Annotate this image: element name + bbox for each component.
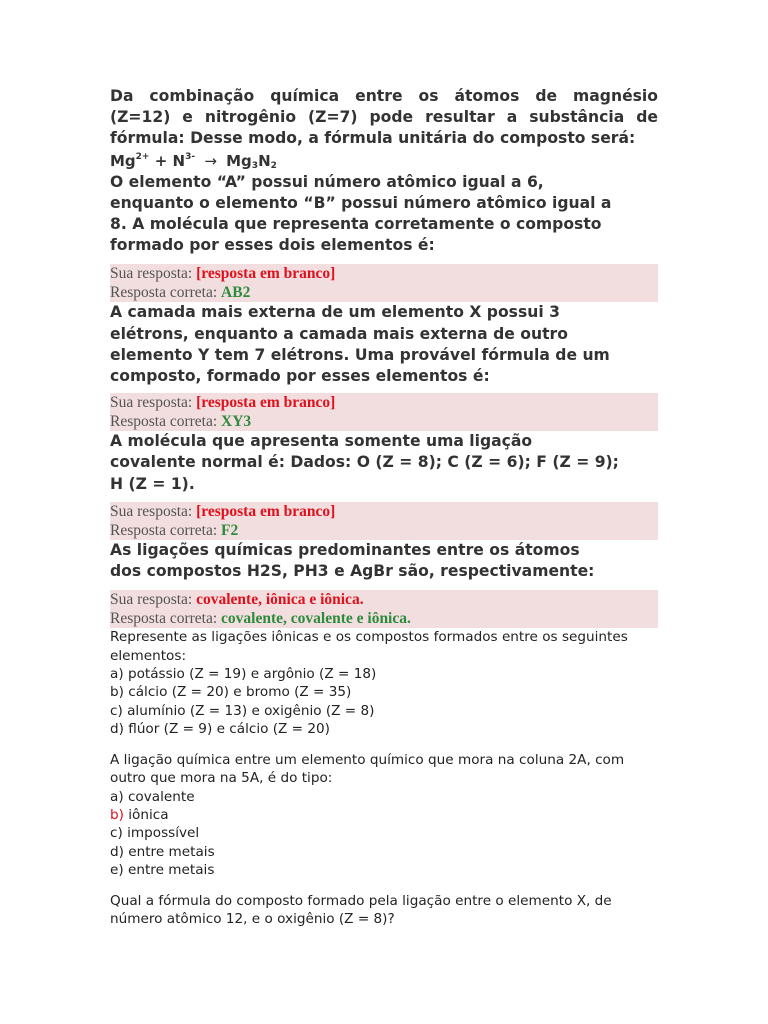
- q6-line-2: elementos:: [110, 647, 187, 664]
- your-answer-row: [110, 393, 658, 412]
- q7-option-a: a) covalente: [110, 788, 195, 805]
- q2-line-3: 8. A molécula que representa corretamente o composto: [110, 215, 602, 234]
- correct-answer-label: Resposta correta:: [110, 413, 218, 431]
- q2-line-4: formado por esses dois elementos é:: [110, 236, 435, 255]
- q5-answer-box: [110, 590, 658, 628]
- q7-line-1: A ligação química entre um elemento químico que mora na coluna 2A, com: [110, 751, 625, 768]
- correct-answer-value: AB2: [221, 284, 251, 302]
- formula-mg: Mg: [110, 151, 136, 170]
- your-answer-value: covalente, iônica e iônica.: [196, 591, 364, 609]
- your-answer-value: [resposta em branco]: [196, 394, 336, 412]
- formula-product-n: N: [258, 151, 271, 170]
- q2-line-1: O elemento “A” possui número atômico igual a 6,: [110, 172, 544, 191]
- correct-answer-label: Resposta correta:: [110, 284, 218, 302]
- formula-product-mg-sub: 3: [251, 160, 259, 171]
- correct-answer-value: F2: [221, 521, 239, 539]
- correct-answer-value: XY3: [221, 413, 252, 431]
- your-answer-value: [resposta em branco]: [196, 265, 336, 283]
- q8-line-1: Qual a fórmula do composto formado pela ligação entre o elemento X, de: [110, 892, 612, 909]
- q6-item-d: d) flúor (Z = 9) e cálcio (Z = 20): [110, 721, 330, 738]
- correct-answer-row: [110, 521, 658, 540]
- q5-line-1: As ligações químicas predominantes entre os átomos: [110, 540, 580, 559]
- q7-option-d: d) entre metais: [110, 843, 215, 860]
- q7-option-c: c) impossível: [110, 825, 200, 842]
- your-answer-row: [110, 264, 658, 283]
- arrow-icon: →: [204, 151, 217, 170]
- correct-answer-label: Resposta correta:: [110, 610, 218, 628]
- formula-n-charge: 3-: [185, 151, 196, 162]
- formula-plus-n: + N: [154, 151, 186, 170]
- correct-answer-row: [110, 412, 658, 431]
- your-answer-label: Sua resposta:: [110, 502, 193, 520]
- correct-answer-row: [110, 609, 658, 628]
- q4-answer-box: [110, 502, 658, 540]
- q1-line-2: (Z=12) e nitrogênio (Z=7) pode resultar a substância de: [110, 108, 658, 127]
- q7-option-b-text: iônica: [123, 806, 169, 823]
- your-answer-label: Sua resposta:: [110, 394, 193, 412]
- q6-item-b: b) cálcio (Z = 20) e bromo (Z = 35): [110, 684, 352, 701]
- q5-line-2: dos compostos H2S, PH3 e AgBr são, respectivamente:: [110, 562, 595, 581]
- q2-answer-box: [110, 264, 658, 302]
- correct-answer-label: Resposta correta:: [110, 521, 218, 539]
- q6-item-a: a) potássio (Z = 19) e argônio (Z = 18): [110, 666, 377, 683]
- q4-line-3: H (Z = 1).: [110, 474, 195, 493]
- formula-product-mg: Mg: [226, 151, 252, 170]
- q1-line-1: Da combinação química entre os átomos de magnésio: [110, 87, 658, 105]
- q3-answer-box: [110, 393, 658, 431]
- q3-line-4: composto, formado por esses elementos é:: [110, 367, 490, 386]
- q6-item-c: c) alumínio (Z = 13) e oxigênio (Z = 8): [110, 702, 375, 719]
- q3-line-1: A camada mais externa de um elemento X possui 3: [110, 303, 560, 322]
- q4-line-1: A molécula que apresenta somente uma ligação: [110, 432, 533, 451]
- your-answer-label: Sua resposta:: [110, 265, 193, 283]
- q6-line-1: Represente as ligações iônicas e os compostos formados entre os seguintes: [110, 629, 628, 646]
- q2-line-2: enquanto o elemento “B” possui número atômico igual a: [110, 193, 612, 212]
- formula-mg-charge: 2+: [135, 151, 150, 162]
- your-answer-row: [110, 590, 658, 609]
- q7-option-b: [110, 806, 658, 824]
- q1-line-3: fórmula: Desse modo, a fórmula unitária do composto será:: [110, 129, 636, 148]
- your-answer-value: [resposta em branco]: [196, 502, 336, 520]
- your-answer-label: Sua resposta:: [110, 591, 193, 609]
- q4-line-2: covalente normal é: Dados: O (Z = 8); C (Z = 6); F (Z = 9);: [110, 453, 619, 472]
- q7-option-b-letter: b): [110, 806, 124, 823]
- formula-product-n-sub: 2: [270, 160, 277, 171]
- correct-answer-value: covalente, covalente e iônica.: [221, 610, 411, 628]
- q3-line-2: elétrons, enquanto a camada mais externa de outro: [110, 324, 568, 343]
- your-answer-row: [110, 502, 658, 521]
- q1-formula: [110, 150, 658, 172]
- q8-line-2: número atômico 12, e o oxigênio (Z = 8)?: [110, 910, 395, 927]
- q3-line-3: elemento Y tem 7 elétrons. Uma provável fórmula de um: [110, 345, 610, 364]
- document-content: [110, 86, 658, 928]
- q7-option-e: e) entre metais: [110, 862, 215, 879]
- q7-line-2: outro que mora na 5A, é do tipo:: [110, 770, 333, 787]
- correct-answer-row: [110, 283, 658, 302]
